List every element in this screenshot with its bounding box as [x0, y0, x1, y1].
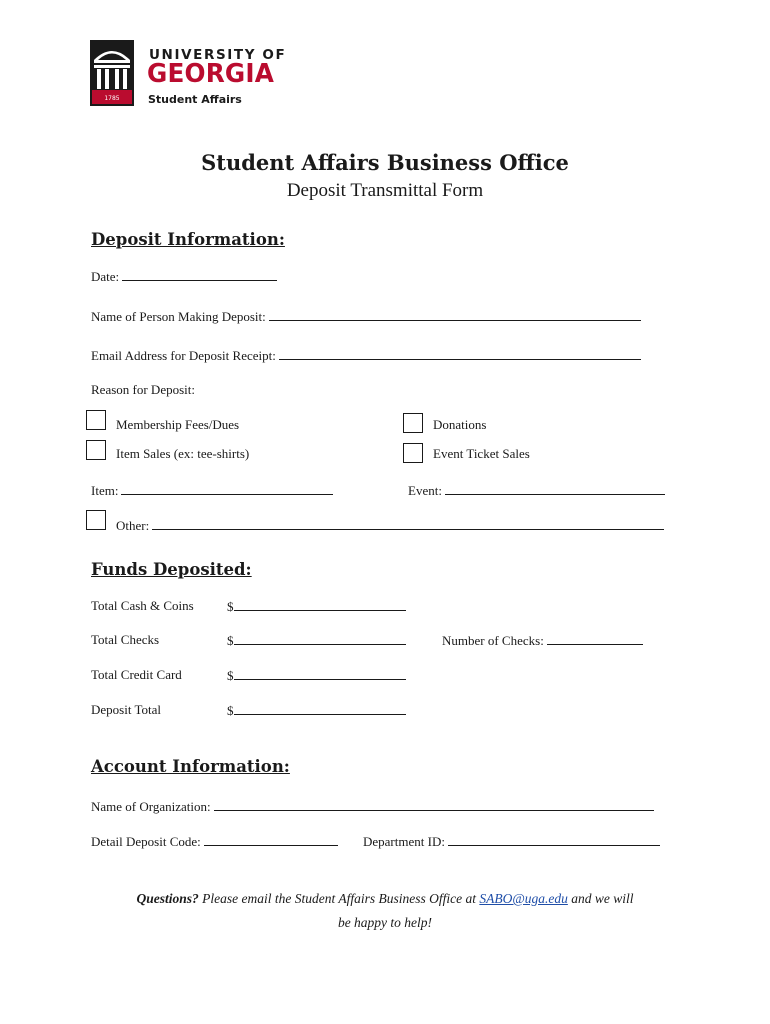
dept-label: Department ID: [363, 834, 445, 849]
sabo-email-link[interactable]: SABO@uga.edu [479, 891, 568, 906]
item-sales-label: Item Sales (ex: tee-shirts) [116, 446, 250, 461]
item-field[interactable] [121, 482, 333, 495]
num-checks-row [442, 632, 643, 649]
code-label: Detail Deposit Code: [91, 834, 201, 849]
item-sales-checkbox[interactable] [86, 440, 106, 460]
total-row [227, 702, 406, 719]
membership-label: Membership Fees/Dues [116, 417, 240, 432]
funds-heading: Funds Deposited: [91, 560, 252, 579]
form-subtitle: Deposit Transmittal Form [286, 180, 484, 201]
account-heading: Account Information: [91, 757, 290, 776]
code-field[interactable] [204, 833, 338, 846]
cash-field[interactable] [234, 598, 406, 611]
logo-student-affairs: Student Affairs [148, 93, 242, 106]
other-field[interactable] [152, 517, 664, 530]
cash-row [227, 598, 406, 615]
date-field[interactable] [122, 268, 277, 281]
credit-label: Total Credit Card [91, 667, 182, 682]
other-checkbox[interactable] [86, 510, 106, 530]
event-row [408, 482, 665, 499]
seal-year: 1785 [104, 95, 120, 102]
checks-currency: $ [227, 633, 234, 648]
event-tickets-label: Event Ticket Sales [433, 446, 530, 461]
form-title: Student Affairs Business Office [201, 150, 569, 175]
credit-field[interactable] [234, 667, 406, 680]
date-label: Date: [91, 269, 120, 284]
credit-currency: $ [227, 668, 234, 683]
cash-currency: $ [227, 599, 234, 614]
uga-arch-logo-icon [90, 40, 134, 106]
total-label: Deposit Total [91, 702, 161, 717]
total-currency: $ [227, 703, 234, 718]
item-row [91, 482, 333, 499]
logo-university-of: UNIVERSITY OF [149, 47, 287, 63]
date-row [91, 268, 277, 285]
total-field[interactable] [234, 702, 406, 715]
dept-row [363, 833, 660, 850]
checks-row [227, 632, 406, 649]
deposit-info-heading: Deposit Information: [91, 230, 285, 249]
num-checks-label: Number of Checks: [442, 633, 544, 648]
email-row [91, 347, 641, 364]
name-field[interactable] [269, 308, 641, 321]
credit-row [227, 667, 406, 684]
org-row [91, 798, 654, 815]
item-label: Item: [91, 483, 119, 498]
email-field[interactable] [279, 347, 641, 360]
footer-line-1 [0, 891, 770, 907]
name-label: Name of Person Making Deposit: [91, 309, 266, 324]
footer-line-2: be happy to help! [337, 915, 433, 930]
donations-label: Donations [433, 417, 487, 432]
checks-field[interactable] [234, 632, 406, 645]
email-label: Email Address for Deposit Receipt: [91, 348, 276, 363]
dept-field[interactable] [448, 833, 660, 846]
footer-questions: Questions? [136, 891, 199, 906]
org-label: Name of Organization: [91, 799, 211, 814]
donations-checkbox[interactable] [403, 413, 423, 433]
other-row [116, 517, 664, 534]
footer-text-before: Please email the Student Affairs Business Office at [202, 891, 476, 906]
code-row [91, 833, 338, 850]
name-row [91, 308, 641, 325]
footer-text-after: and we will [571, 891, 634, 906]
num-checks-field[interactable] [547, 632, 643, 645]
logo-georgia: GEORGIA [147, 59, 275, 89]
other-label: Other: [116, 518, 150, 533]
membership-checkbox[interactable] [86, 410, 106, 430]
checks-label: Total Checks [91, 632, 160, 647]
event-tickets-checkbox[interactable] [403, 443, 423, 463]
uga-logo [90, 40, 300, 110]
reason-label: Reason for Deposit: [91, 382, 195, 397]
event-field[interactable] [445, 482, 665, 495]
cash-label: Total Cash & Coins [91, 598, 194, 613]
event-label: Event: [408, 483, 442, 498]
org-field[interactable] [214, 798, 654, 811]
